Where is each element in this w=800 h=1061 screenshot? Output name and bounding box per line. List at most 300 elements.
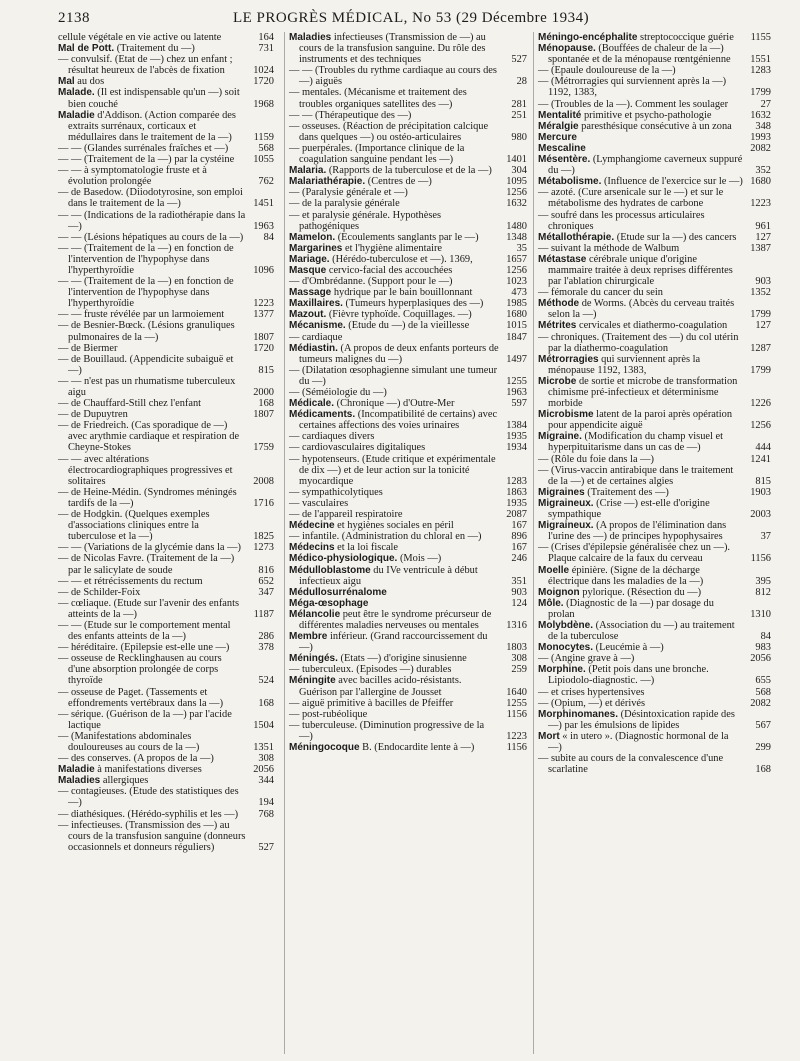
index-entry bbox=[538, 176, 771, 187]
entry-page-ref: 2056 bbox=[750, 653, 771, 665]
index-entry bbox=[289, 198, 527, 209]
entry-text: — de Hodgkin. (Quelques exemples d'associations cliniques entre la tuberculose et la —) bbox=[58, 509, 210, 543]
index-entry bbox=[538, 653, 771, 664]
index-entry bbox=[58, 753, 274, 764]
entry-text: (Traitement du —) bbox=[114, 43, 195, 55]
entry-page-ref: 731 bbox=[258, 43, 274, 55]
index-entry bbox=[58, 598, 274, 620]
entry-page-ref: 2000 bbox=[253, 387, 274, 398]
entry-text: — mentales. (Mécanisme et traitement des troubles organiques satellites des —) bbox=[289, 87, 467, 110]
entry-text: (Centres de —) bbox=[365, 176, 432, 188]
entry-text: — de Basedow. (Diiodotyrosine, son emploi dans le traitement de la —) bbox=[58, 187, 243, 210]
entry-text: (Chronique —) d'Outre-Mer bbox=[334, 398, 455, 410]
entry-text: — de Heine-Médin. (Syndromes méningés tardifs de la —) bbox=[58, 486, 237, 509]
entry-page-ref: 1799 bbox=[750, 309, 771, 321]
index-entry bbox=[538, 598, 771, 620]
entry-page-ref: 961 bbox=[755, 220, 771, 232]
entry-page-ref: 903 bbox=[755, 276, 771, 288]
entry-heading: Méningocoque bbox=[289, 742, 360, 753]
entry-page-ref: 1720 bbox=[253, 76, 274, 88]
entry-text: peut être le syndrome précurseur de différentes maladies nerveuses ou mentales bbox=[299, 608, 492, 631]
index-entry bbox=[58, 553, 274, 575]
index-entry bbox=[538, 132, 771, 143]
entry-text: avec bacilles acido-résistants. Guérison par l'allergine de Jousset bbox=[299, 675, 462, 698]
index-entry bbox=[289, 320, 527, 331]
index-entry bbox=[289, 398, 527, 409]
entry-text: (Etude sur la —) des cancers bbox=[614, 231, 737, 243]
index-entry bbox=[58, 587, 274, 598]
entry-text: — — avec altérations électrocardiographiques progressives et solitaires bbox=[58, 453, 233, 487]
entry-text: — suivant la méthode de Walbum bbox=[538, 242, 680, 254]
entry-page-ref: 1256 bbox=[506, 187, 527, 199]
index-entry bbox=[289, 442, 527, 453]
entry-heading: Médecine bbox=[289, 520, 335, 532]
entry-page-ref: 568 bbox=[258, 142, 274, 154]
entry-text: à manifestations diverses bbox=[94, 764, 202, 776]
entry-page-ref: 2008 bbox=[253, 475, 274, 487]
entry-text: — (Crises d'épilepsie généralisée chez un —). Plaque calcaire de la faux du cerveau bbox=[538, 542, 731, 565]
index-entry bbox=[289, 276, 527, 287]
index-entry bbox=[289, 65, 527, 87]
index-entry bbox=[289, 598, 527, 609]
entry-text: — d'Ombrédanne. (Support pour le —) bbox=[289, 276, 453, 288]
entry-text: (Etude du —) de la vieillesse bbox=[345, 320, 470, 332]
entry-heading: Médicale. bbox=[289, 398, 335, 410]
index-entry bbox=[58, 54, 274, 76]
entry-page-ref: 1316 bbox=[506, 619, 527, 631]
entry-text: primitive et psycho-pathologie bbox=[581, 109, 712, 121]
index-entry bbox=[58, 398, 274, 409]
entry-page-ref: 2082 bbox=[750, 142, 771, 154]
index-entry bbox=[58, 820, 274, 853]
entry-text: — vasculaires bbox=[289, 497, 349, 509]
entry-heading: Métrorragies bbox=[538, 353, 599, 365]
entry-heading: Microbe bbox=[538, 375, 577, 387]
index-entry bbox=[58, 76, 274, 87]
entry-page-ref: 896 bbox=[511, 531, 527, 543]
entry-heading: Migraines bbox=[538, 486, 585, 498]
index-column-2 bbox=[284, 32, 527, 1054]
entry-text: — post-rubéolique bbox=[289, 708, 368, 720]
index-entry bbox=[58, 542, 274, 553]
entry-text: — — fruste révélée par un larmoiement bbox=[58, 309, 225, 321]
entry-heading: Microbisme bbox=[538, 409, 594, 421]
index-entry bbox=[538, 287, 771, 298]
index-entry bbox=[289, 165, 527, 176]
index-entry bbox=[289, 232, 527, 243]
index-entry bbox=[289, 409, 527, 431]
entry-heading: Méralgie bbox=[538, 120, 579, 132]
entry-page-ref: 1095 bbox=[506, 176, 527, 188]
entry-heading: Mariage. bbox=[289, 253, 330, 265]
entry-text: et hygiènes sociales en péril bbox=[334, 520, 454, 532]
entry-heading: Mécanisme. bbox=[289, 320, 346, 332]
entry-page-ref: 348 bbox=[755, 120, 771, 132]
entry-text: (Incompatibilité de certains) avec certaines affections des voies urinaires bbox=[299, 409, 498, 432]
entry-heading: Maladies bbox=[58, 775, 101, 787]
entry-page-ref: 1024 bbox=[253, 65, 274, 77]
entry-page-ref: 1807 bbox=[253, 409, 274, 421]
entry-text: — (Manifestations abdominales douloureuses au cours de la —) bbox=[58, 730, 200, 753]
index-entry bbox=[538, 698, 771, 709]
index-entry bbox=[289, 243, 527, 254]
entry-heading: Méningite bbox=[289, 675, 336, 687]
entry-page-ref: 344 bbox=[258, 775, 274, 787]
entry-page-ref: 84 bbox=[263, 231, 274, 243]
entry-page-ref: 1156 bbox=[506, 708, 527, 720]
entry-page-ref: 1096 bbox=[253, 264, 274, 276]
index-entry bbox=[289, 698, 527, 709]
entry-page-ref: 1377 bbox=[253, 309, 274, 321]
entry-text: — (Virus-vaccin antirabique dans le traitement de la —) et de certaines algies bbox=[538, 464, 734, 487]
index-entry bbox=[58, 576, 274, 587]
index-entry bbox=[538, 32, 771, 43]
index-entry bbox=[538, 487, 771, 498]
entry-page-ref: 127 bbox=[755, 231, 771, 243]
entry-page-ref: 1480 bbox=[506, 220, 527, 232]
index-entry bbox=[58, 143, 274, 154]
index-entry bbox=[538, 687, 771, 698]
index-entry bbox=[58, 775, 274, 786]
entry-page-ref: 1256 bbox=[506, 264, 527, 276]
entry-text: B. (Endocardite lente à —) bbox=[359, 742, 475, 753]
index-entry bbox=[289, 531, 527, 542]
index-entry bbox=[289, 176, 527, 187]
entry-heading: Margarines bbox=[289, 242, 343, 254]
entry-page-ref: 1985 bbox=[506, 298, 527, 310]
entry-text: — de Chauffard-Still chez l'enfant bbox=[58, 398, 202, 410]
entry-text: — osseuse de Paget. (Tassements et effondrements vertébraux dans la —) bbox=[58, 686, 224, 709]
index-entry bbox=[538, 753, 771, 775]
entry-text: — — (Thérapeutique des —) bbox=[289, 109, 412, 121]
entry-text: de Worms. (Abcès du cerveau traités selon la —) bbox=[548, 298, 735, 321]
index-entry bbox=[58, 687, 274, 709]
entry-page-ref: 378 bbox=[258, 642, 274, 654]
index-entry bbox=[58, 454, 274, 487]
entry-text: (A propos de l'élimination dans l'urine des —) de principes hypophysaires bbox=[548, 520, 727, 543]
index-entry bbox=[538, 620, 771, 642]
entry-page-ref: 1023 bbox=[506, 276, 527, 288]
entry-page-ref: 1803 bbox=[506, 642, 527, 654]
entry-page-ref: 1935 bbox=[506, 431, 527, 443]
index-entry bbox=[58, 187, 274, 209]
page-number: 2138 bbox=[58, 10, 90, 26]
entry-text: — — et rétrécissements du rectum bbox=[58, 575, 203, 587]
entry-heading: Mazout. bbox=[289, 309, 327, 321]
entry-page-ref: 1283 bbox=[750, 65, 771, 77]
entry-text: — puerpérales. (Importance clinique de la coagulation sanguine pendant les —) bbox=[289, 142, 465, 166]
entry-page-ref: 816 bbox=[258, 564, 274, 576]
entry-heading: Morphine. bbox=[538, 664, 586, 676]
entry-heading: Métabolisme. bbox=[538, 176, 602, 188]
entry-text: (Crise —) est-elle d'origine sympathique bbox=[548, 497, 710, 521]
index-entry bbox=[538, 709, 771, 731]
entry-text: — (Dilatation œsophagienne simulant une tumeur du —) bbox=[289, 364, 498, 387]
entry-heading: Maladie bbox=[58, 764, 95, 776]
entry-heading: Molybdène. bbox=[538, 619, 594, 631]
index-entry bbox=[289, 542, 527, 553]
index-entry bbox=[538, 187, 771, 209]
entry-page-ref: 524 bbox=[258, 675, 274, 687]
index-entry bbox=[58, 731, 274, 753]
entry-page-ref: 2087 bbox=[506, 509, 527, 521]
index-entry bbox=[289, 332, 527, 343]
entry-page-ref: 1255 bbox=[506, 375, 527, 387]
entry-text: — tuberculeux. (Episodes —) durables bbox=[289, 664, 452, 676]
entry-text: — convulsif. (Etat de —) chez un enfant ; résultat heureux de l'abcès de fixation bbox=[58, 54, 233, 77]
entry-page-ref: 1241 bbox=[750, 453, 771, 465]
entry-text: (Désintoxication rapide des —) par les émulsions de lipides bbox=[548, 708, 735, 731]
entry-text: — infectieuses. (Transmission des —) au cours de la transfusion sanguine (donneurs occasionnels et donneurs réguliers) bbox=[58, 819, 246, 853]
entry-page-ref: 35 bbox=[516, 242, 527, 254]
entry-page-ref: 281 bbox=[511, 98, 527, 110]
index-entry bbox=[58, 809, 274, 820]
entry-text: (Petit pois dans une bronche. Lipiodolo-diagnostic. —) bbox=[548, 664, 709, 687]
entry-page-ref: 1863 bbox=[506, 486, 527, 498]
entry-text: — sympathicolytiques bbox=[289, 486, 383, 498]
index-entry bbox=[289, 675, 527, 697]
index-entry bbox=[289, 387, 527, 398]
entry-page-ref: 124 bbox=[511, 597, 527, 609]
index-entry bbox=[538, 520, 771, 542]
index-entry bbox=[289, 454, 527, 487]
entry-page-ref: 567 bbox=[755, 719, 771, 731]
index-entry bbox=[289, 653, 527, 664]
entry-heading: Migraine. bbox=[538, 431, 582, 443]
entry-heading: Membre bbox=[289, 631, 328, 643]
index-entry bbox=[58, 32, 274, 43]
entry-heading: Malariathérapie. bbox=[289, 176, 366, 188]
entry-page-ref: 1935 bbox=[506, 497, 527, 509]
entry-page-ref: 1223 bbox=[253, 298, 274, 310]
index-entry bbox=[538, 642, 771, 653]
entry-page-ref: 812 bbox=[755, 586, 771, 598]
index-entry bbox=[58, 87, 274, 109]
entry-text: d'Addison. (Action comparée des extraits surrénaux, corticaux et médullaires dans le traitement de la —) bbox=[68, 109, 236, 143]
entry-text: — chroniques. (Traitement des —) du col utérin par la diathermo-coagulation bbox=[538, 331, 739, 354]
entry-text: (Tumeurs hyperplasiques des —) bbox=[342, 298, 484, 310]
entry-text: — des conserves. (A propos de la —) bbox=[58, 753, 214, 765]
entry-heading: Médiastin. bbox=[289, 342, 338, 354]
entry-page-ref: 597 bbox=[511, 398, 527, 410]
entry-text: — de l'appareil respiratoire bbox=[289, 509, 403, 521]
entry-page-ref: 1187 bbox=[253, 608, 274, 620]
entry-page-ref: 168 bbox=[755, 764, 771, 776]
entry-heading: Maxillaires. bbox=[289, 298, 343, 310]
index-entry bbox=[538, 243, 771, 254]
index-entry bbox=[538, 210, 771, 232]
entry-heading: Migraineux. bbox=[538, 520, 594, 532]
entry-page-ref: 1401 bbox=[506, 154, 527, 166]
entry-text: « in utero ». (Diagnostic hormonal de la —) bbox=[548, 730, 729, 753]
entry-page-ref: 352 bbox=[755, 165, 771, 177]
entry-text: — cœliaque. (Etude sur l'avenir des enfants atteints de la —) bbox=[58, 597, 240, 620]
index-entry bbox=[538, 110, 771, 121]
entry-text: (Mois —) bbox=[397, 553, 442, 565]
entry-page-ref: 1720 bbox=[253, 342, 274, 354]
entry-text: et l'hygiène alimentaire bbox=[342, 242, 443, 254]
index-entry bbox=[58, 243, 274, 276]
entry-page-ref: 1255 bbox=[506, 697, 527, 709]
entry-page-ref: 1934 bbox=[506, 442, 527, 454]
index-entry bbox=[58, 620, 274, 642]
entry-heading: Médecins bbox=[289, 542, 335, 554]
entry-text: (Traitement des —) bbox=[584, 486, 669, 498]
entry-page-ref: 84 bbox=[760, 631, 771, 643]
entry-page-ref: 762 bbox=[258, 176, 274, 188]
entry-heading: Ménopause. bbox=[538, 43, 596, 55]
entry-text: et la loi fiscale bbox=[334, 542, 399, 554]
entry-page-ref: 2056 bbox=[253, 764, 274, 776]
entry-text: (Il est indispensable qu'un —) soit bien couché bbox=[68, 87, 240, 110]
entry-text: — héréditaire. (Epilepsie est-elle une —) bbox=[58, 642, 230, 654]
entry-page-ref: 527 bbox=[258, 841, 274, 853]
index-entry bbox=[289, 664, 527, 675]
entry-text: du IVe ventricule à début infectieux aigu bbox=[299, 564, 478, 587]
entry-page-ref: 1993 bbox=[750, 131, 771, 143]
entry-text: (Association du —) au traitement de la tuberculose bbox=[548, 619, 735, 643]
entry-text: — cardiaque bbox=[289, 331, 343, 343]
entry-heading: Malade. bbox=[58, 87, 95, 99]
index-entry bbox=[538, 354, 771, 376]
journal-title: LE PROGRÈS MÉDICAL, No 53 (29 Décembre 1934) bbox=[232, 10, 590, 26]
entry-text: — infantile. (Administration du chloral en —) bbox=[289, 531, 482, 543]
entry-page-ref: 1015 bbox=[506, 320, 527, 332]
index-entry bbox=[58, 709, 274, 731]
entry-page-ref: 1256 bbox=[750, 420, 771, 432]
entry-text: qui surviennent après la ménopause 1192, 1383, bbox=[548, 353, 701, 376]
index-entry bbox=[538, 498, 771, 520]
entry-page-ref: 1055 bbox=[253, 154, 274, 166]
entry-text: cérébrale unique d'origine mammaire traitée à deux reprises différentes par l'ablation chirurgicale bbox=[548, 253, 733, 288]
entry-page-ref: 1759 bbox=[253, 442, 274, 454]
index-entry bbox=[58, 320, 274, 342]
entry-heading: Moignon bbox=[538, 586, 580, 598]
entry-page-ref: 1352 bbox=[750, 287, 771, 299]
entry-heading: Maladies bbox=[289, 32, 332, 43]
entry-page-ref: 28 bbox=[516, 76, 527, 88]
entry-page-ref: 299 bbox=[755, 742, 771, 753]
entry-page-ref: 655 bbox=[755, 675, 771, 687]
index-entry bbox=[538, 664, 771, 686]
entry-page-ref: 1384 bbox=[506, 420, 527, 432]
index-entry bbox=[289, 565, 527, 587]
entry-page-ref: 1799 bbox=[750, 87, 771, 99]
index-entry bbox=[538, 431, 771, 453]
entry-text: (Lymphangiome caverneux suppuré du —) bbox=[548, 154, 743, 177]
entry-page-ref: 1155 bbox=[750, 32, 771, 43]
entry-heading: Mentalité bbox=[538, 109, 582, 121]
entry-heading: Méningo-encéphalite bbox=[538, 32, 638, 43]
index-entry bbox=[289, 121, 527, 143]
entry-heading: Masque bbox=[289, 264, 327, 276]
entry-text: (Etats —) d'origine sinusienne bbox=[337, 653, 467, 665]
index-entry bbox=[289, 143, 527, 165]
index-entry bbox=[58, 232, 274, 243]
entry-text: — (Troubles de la —). Comment les soulager bbox=[538, 98, 729, 110]
entry-text: (Leucémie à —) bbox=[593, 642, 664, 654]
entry-page-ref: 1968 bbox=[253, 98, 274, 110]
entry-text: (Fièvre typhoïde. Coquillages. —) bbox=[326, 309, 472, 321]
entry-page-ref: 351 bbox=[511, 575, 527, 587]
entry-text: — subite au cours de la convalescence d'une scarlatine bbox=[538, 753, 724, 776]
entry-page-ref: 473 bbox=[511, 287, 527, 299]
entry-heading: Mort bbox=[538, 730, 560, 742]
entry-heading: Métastase bbox=[538, 253, 587, 265]
index-entry bbox=[58, 420, 274, 453]
index-entry bbox=[289, 210, 527, 232]
entry-page-ref: 652 bbox=[258, 575, 274, 587]
entry-heading: Mal bbox=[58, 76, 75, 88]
entry-page-ref: 1497 bbox=[506, 353, 527, 365]
entry-page-ref: 1632 bbox=[750, 109, 771, 121]
index-entry bbox=[289, 609, 527, 631]
index-entry bbox=[538, 65, 771, 76]
entry-page-ref: 304 bbox=[511, 165, 527, 177]
entry-page-ref: 768 bbox=[258, 808, 274, 820]
index-column-1 bbox=[58, 32, 274, 1054]
entry-text: — cardiovasculaires digitaliques bbox=[289, 442, 426, 454]
entry-heading: Mélancolie bbox=[289, 608, 341, 620]
entry-page-ref: 167 bbox=[511, 520, 527, 532]
index-entry bbox=[289, 509, 527, 520]
entry-page-ref: 527 bbox=[511, 54, 527, 66]
index-entry bbox=[289, 487, 527, 498]
entry-text: paresthésique consécutive à un zona bbox=[578, 120, 732, 132]
entry-text: — de la paralysie générale bbox=[289, 198, 400, 210]
entry-text: pylorique. (Résection du —) bbox=[579, 586, 702, 598]
entry-page-ref: 1451 bbox=[253, 198, 274, 210]
entry-text: — soufré dans les processus articulaires chroniques bbox=[538, 209, 705, 232]
index-entry bbox=[538, 320, 771, 331]
entry-page-ref: 1223 bbox=[506, 730, 527, 742]
entry-page-ref: 127 bbox=[755, 320, 771, 332]
index-entry bbox=[538, 99, 771, 110]
entry-page-ref: 903 bbox=[511, 586, 527, 598]
entry-text: — cardiaques divers bbox=[289, 431, 375, 443]
entry-text: — de Nicolas Favre. (Traitement de la —) par le salicylate de soude bbox=[58, 553, 235, 576]
index-entry bbox=[538, 409, 771, 431]
entry-text: — — (Variations de la glycémie dans la —) bbox=[58, 542, 241, 554]
entry-page-ref: 1963 bbox=[253, 220, 274, 232]
index-entry bbox=[289, 720, 527, 742]
entry-page-ref: 1156 bbox=[506, 742, 527, 753]
index-entry bbox=[538, 565, 771, 587]
entry-heading: Métallothérapie. bbox=[538, 231, 615, 243]
entry-heading: Môle. bbox=[538, 597, 564, 609]
index-entry bbox=[538, 376, 771, 409]
entry-heading: Mescaline bbox=[538, 142, 586, 154]
entry-text: — — à symptomatologie fruste et à évolution prolongée bbox=[58, 165, 207, 188]
entry-page-ref: 1283 bbox=[506, 475, 527, 487]
entry-page-ref: 251 bbox=[511, 109, 527, 121]
index-entry bbox=[289, 365, 527, 387]
index-entry bbox=[538, 43, 771, 65]
entry-page-ref: 1223 bbox=[750, 198, 771, 210]
entry-text: — sérique. (Guérison de la —) par l'acide lactique bbox=[58, 708, 232, 731]
entry-text: — (Epaule douloureuse de la —) bbox=[538, 65, 676, 77]
entry-text: (Modification du champ visuel et hyperpituitarisme dans un cas de —) bbox=[548, 431, 724, 454]
entry-page-ref: 1963 bbox=[506, 387, 527, 398]
entry-text: — de Schilder-Foix bbox=[58, 586, 141, 598]
entry-page-ref: 1156 bbox=[750, 553, 771, 565]
index-entry bbox=[289, 742, 527, 753]
entry-page-ref: 444 bbox=[755, 442, 771, 454]
entry-heading: Maladie bbox=[58, 109, 95, 121]
entry-heading: Monocytes. bbox=[538, 642, 594, 654]
entry-page-ref: 815 bbox=[258, 364, 274, 376]
entry-text: — (Séméiologie du —) bbox=[289, 387, 387, 398]
